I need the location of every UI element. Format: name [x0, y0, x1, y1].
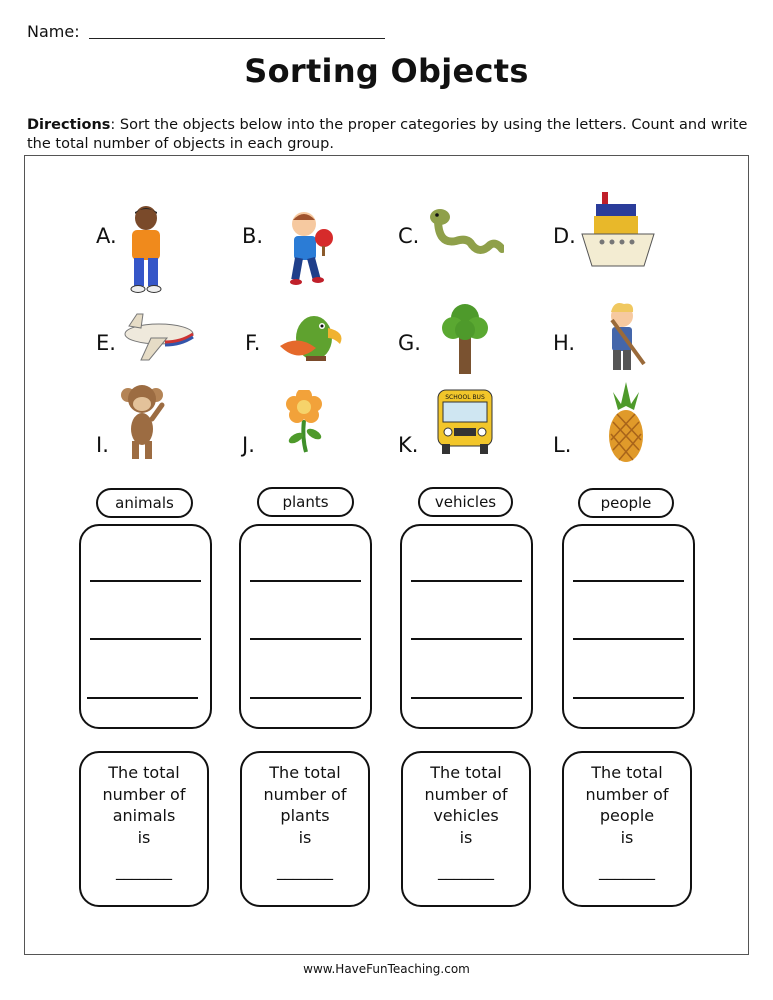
tree-icon	[441, 300, 489, 376]
answer-line-people-3[interactable]	[573, 697, 684, 699]
footer-url[interactable]: www.HaveFunTeaching.com	[303, 962, 470, 976]
item-letter-k: K.	[398, 433, 419, 457]
answer-line-plants-1[interactable]	[250, 580, 361, 582]
total-text-line: The total	[591, 763, 663, 782]
answer-line-vehicles-3[interactable]	[411, 697, 522, 699]
item-letter-c: C.	[398, 224, 420, 248]
page-title: Sorting Objects	[244, 52, 529, 90]
total-box-people	[562, 751, 692, 907]
boat-icon	[580, 190, 656, 272]
total-text-line: number of	[263, 784, 347, 804]
item-letter-g: G.	[398, 331, 421, 355]
total-text-line: The total	[108, 763, 180, 782]
answer-line-plants-3[interactable]	[250, 697, 361, 699]
category-label-vehicles: vehicles	[418, 487, 513, 517]
boy-painter-icon	[604, 300, 648, 376]
answer-line-animals-2[interactable]	[90, 638, 201, 640]
directions-text: : Sort the objects below into the proper categories by using the letters. Count and write the total number of objects in each group.	[27, 117, 748, 152]
answer-line-people-1[interactable]	[573, 580, 684, 582]
total-text-category: animals	[112, 806, 176, 825]
total-answer-blank-vehicles[interactable]: _______	[438, 861, 494, 880]
answer-line-animals-1[interactable]	[90, 580, 201, 582]
airplane-icon	[121, 312, 195, 362]
directions	[27, 116, 752, 154]
total-text-line: The total	[269, 763, 341, 782]
total-text-line: is	[459, 827, 473, 847]
total-text-line: is	[620, 827, 634, 847]
answer-line-plants-2[interactable]	[250, 638, 361, 640]
item-letter-a: A.	[96, 224, 117, 248]
snake-icon	[428, 205, 504, 255]
pineapple-icon	[607, 382, 645, 464]
directions-label: Directions	[27, 117, 111, 133]
name-label: Name:	[27, 22, 80, 41]
total-answer-blank-animals[interactable]: _______	[116, 861, 172, 880]
total-text-line: number of	[102, 784, 186, 804]
total-box-animals	[79, 751, 209, 907]
total-box-plants	[240, 751, 370, 907]
item-letter-h: H.	[553, 331, 576, 355]
boy-icon	[124, 204, 168, 294]
total-text-line: is	[298, 827, 312, 847]
answer-line-vehicles-2[interactable]	[411, 638, 522, 640]
total-text-category: plants	[280, 806, 330, 825]
total-answer-blank-plants[interactable]: _______	[277, 861, 333, 880]
item-letter-b: B.	[242, 224, 264, 248]
total-text-line: is	[137, 827, 151, 847]
bus-sign-text: SCHOOL BUS	[445, 394, 485, 401]
item-letter-l: L.	[553, 433, 572, 457]
school-bus-icon	[436, 388, 494, 456]
category-label-people: people	[578, 488, 674, 518]
total-text-category: people	[599, 806, 655, 825]
total-text-line: number of	[585, 784, 669, 804]
answer-line-people-2[interactable]	[573, 638, 684, 640]
category-label-animals: animals	[96, 488, 193, 518]
total-text-line: The total	[430, 763, 502, 782]
total-text-category: vehicles	[433, 806, 499, 825]
monkey-icon	[120, 383, 168, 463]
item-letter-e: E.	[96, 331, 116, 355]
answer-line-vehicles-1[interactable]	[411, 580, 522, 582]
item-letter-d: D.	[553, 224, 576, 248]
category-label-plants: plants	[257, 487, 354, 517]
boy-ping-pong-icon	[286, 208, 338, 288]
item-letter-j: J.	[242, 433, 255, 457]
name-line[interactable]	[89, 38, 385, 39]
parrot-icon	[276, 306, 348, 368]
answer-line-animals-3[interactable]	[87, 697, 198, 699]
item-letter-f: F.	[245, 331, 261, 355]
total-box-vehicles	[401, 751, 531, 907]
total-text-line: number of	[424, 784, 508, 804]
item-letter-i: I.	[96, 433, 109, 457]
total-answer-blank-people[interactable]: _______	[599, 861, 655, 880]
flower-icon	[280, 390, 330, 454]
